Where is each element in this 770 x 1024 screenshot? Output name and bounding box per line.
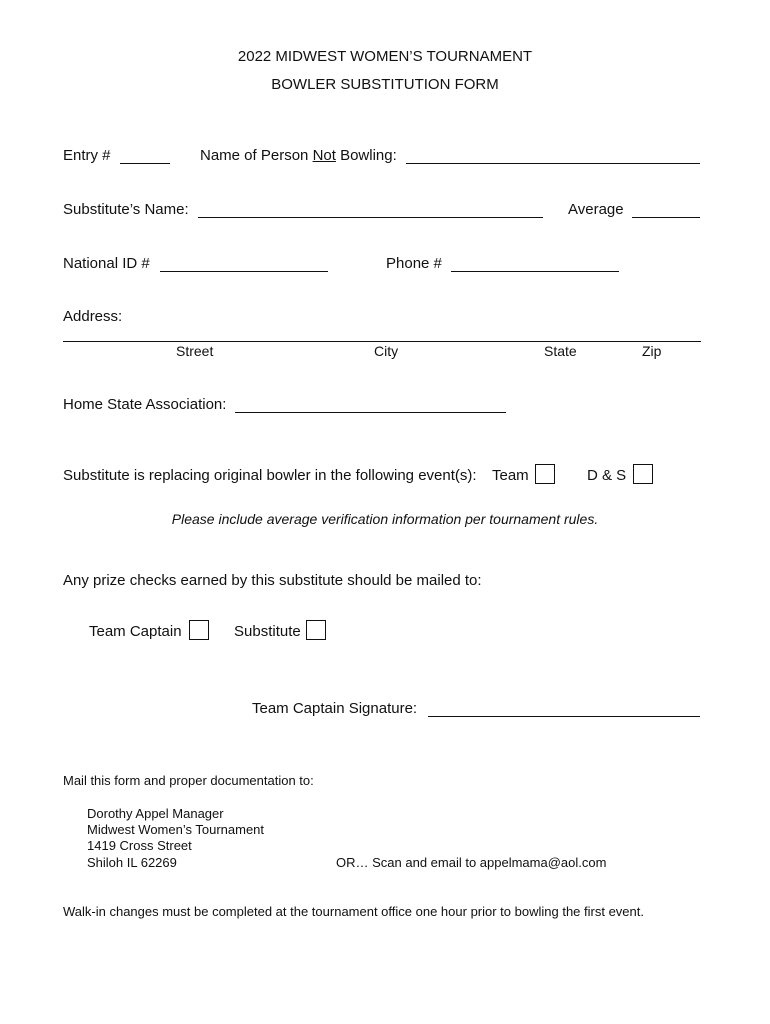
walk-in-note: Walk-in changes must be completed at the tournament office one hour prior to bowling the first event. bbox=[63, 904, 644, 919]
average-label: Average bbox=[568, 201, 624, 218]
not-bowling-label: Name of Person Not Bowling: bbox=[200, 147, 397, 164]
substitute-label: Substitute bbox=[234, 623, 301, 640]
home-state-label: Home State Association: bbox=[63, 396, 227, 413]
team-event-checkbox[interactable] bbox=[535, 464, 555, 484]
ds-event-checkbox[interactable] bbox=[633, 464, 653, 484]
entry-field[interactable] bbox=[120, 163, 170, 164]
ds-event-label: D & S bbox=[587, 467, 627, 484]
national-id-label: National ID # bbox=[63, 255, 150, 272]
signature-label: Team Captain Signature: bbox=[252, 700, 418, 717]
address-city-caption: City bbox=[374, 343, 399, 359]
mailing-address-line: Dorothy Appel Manager bbox=[87, 806, 224, 821]
signature-field[interactable] bbox=[428, 716, 700, 717]
address-field[interactable] bbox=[63, 341, 701, 342]
address-label: Address: bbox=[63, 308, 123, 325]
team-captain-checkbox[interactable] bbox=[189, 620, 209, 640]
address-state-caption: State bbox=[544, 343, 577, 359]
substitute-name-field[interactable] bbox=[198, 217, 543, 218]
mailing-address-line: Midwest Women’s Tournament bbox=[87, 822, 265, 837]
team-captain-label: Team Captain bbox=[89, 623, 182, 640]
team-event-label: Team bbox=[492, 467, 529, 484]
mailing-intro: Mail this form and proper documentation to: bbox=[63, 773, 314, 788]
average-field[interactable] bbox=[632, 217, 700, 218]
national-id-field[interactable] bbox=[160, 271, 328, 272]
mailing-address-line: 1419 Cross Street bbox=[87, 838, 192, 853]
form-title: 2022 MIDWEST WOMEN’S TOURNAMENT bbox=[237, 48, 533, 65]
events-label: Substitute is replacing original bowler in the following event(s): bbox=[63, 467, 477, 484]
substitute-checkbox[interactable] bbox=[306, 620, 326, 640]
home-state-field[interactable] bbox=[235, 412, 506, 413]
address-street-caption: Street bbox=[176, 343, 214, 359]
entry-label: Entry # bbox=[63, 147, 111, 164]
prize-label: Any prize checks earned by this substitute should be mailed to: bbox=[63, 572, 482, 589]
form-subtitle: BOWLER SUBSTITUTION FORM bbox=[271, 76, 499, 93]
phone-label: Phone # bbox=[386, 255, 442, 272]
not-bowling-field[interactable] bbox=[406, 163, 700, 164]
verification-notice: Please include average verification information per tournament rules. bbox=[171, 511, 599, 527]
mailing-address-line: Shiloh IL 62269 bbox=[87, 855, 177, 870]
phone-field[interactable] bbox=[451, 271, 619, 272]
email-alternative: OR… Scan and email to appelmama@aol.com bbox=[336, 855, 607, 870]
substitute-name-label: Substitute’s Name: bbox=[63, 201, 189, 218]
address-zip-caption: Zip bbox=[642, 343, 662, 359]
